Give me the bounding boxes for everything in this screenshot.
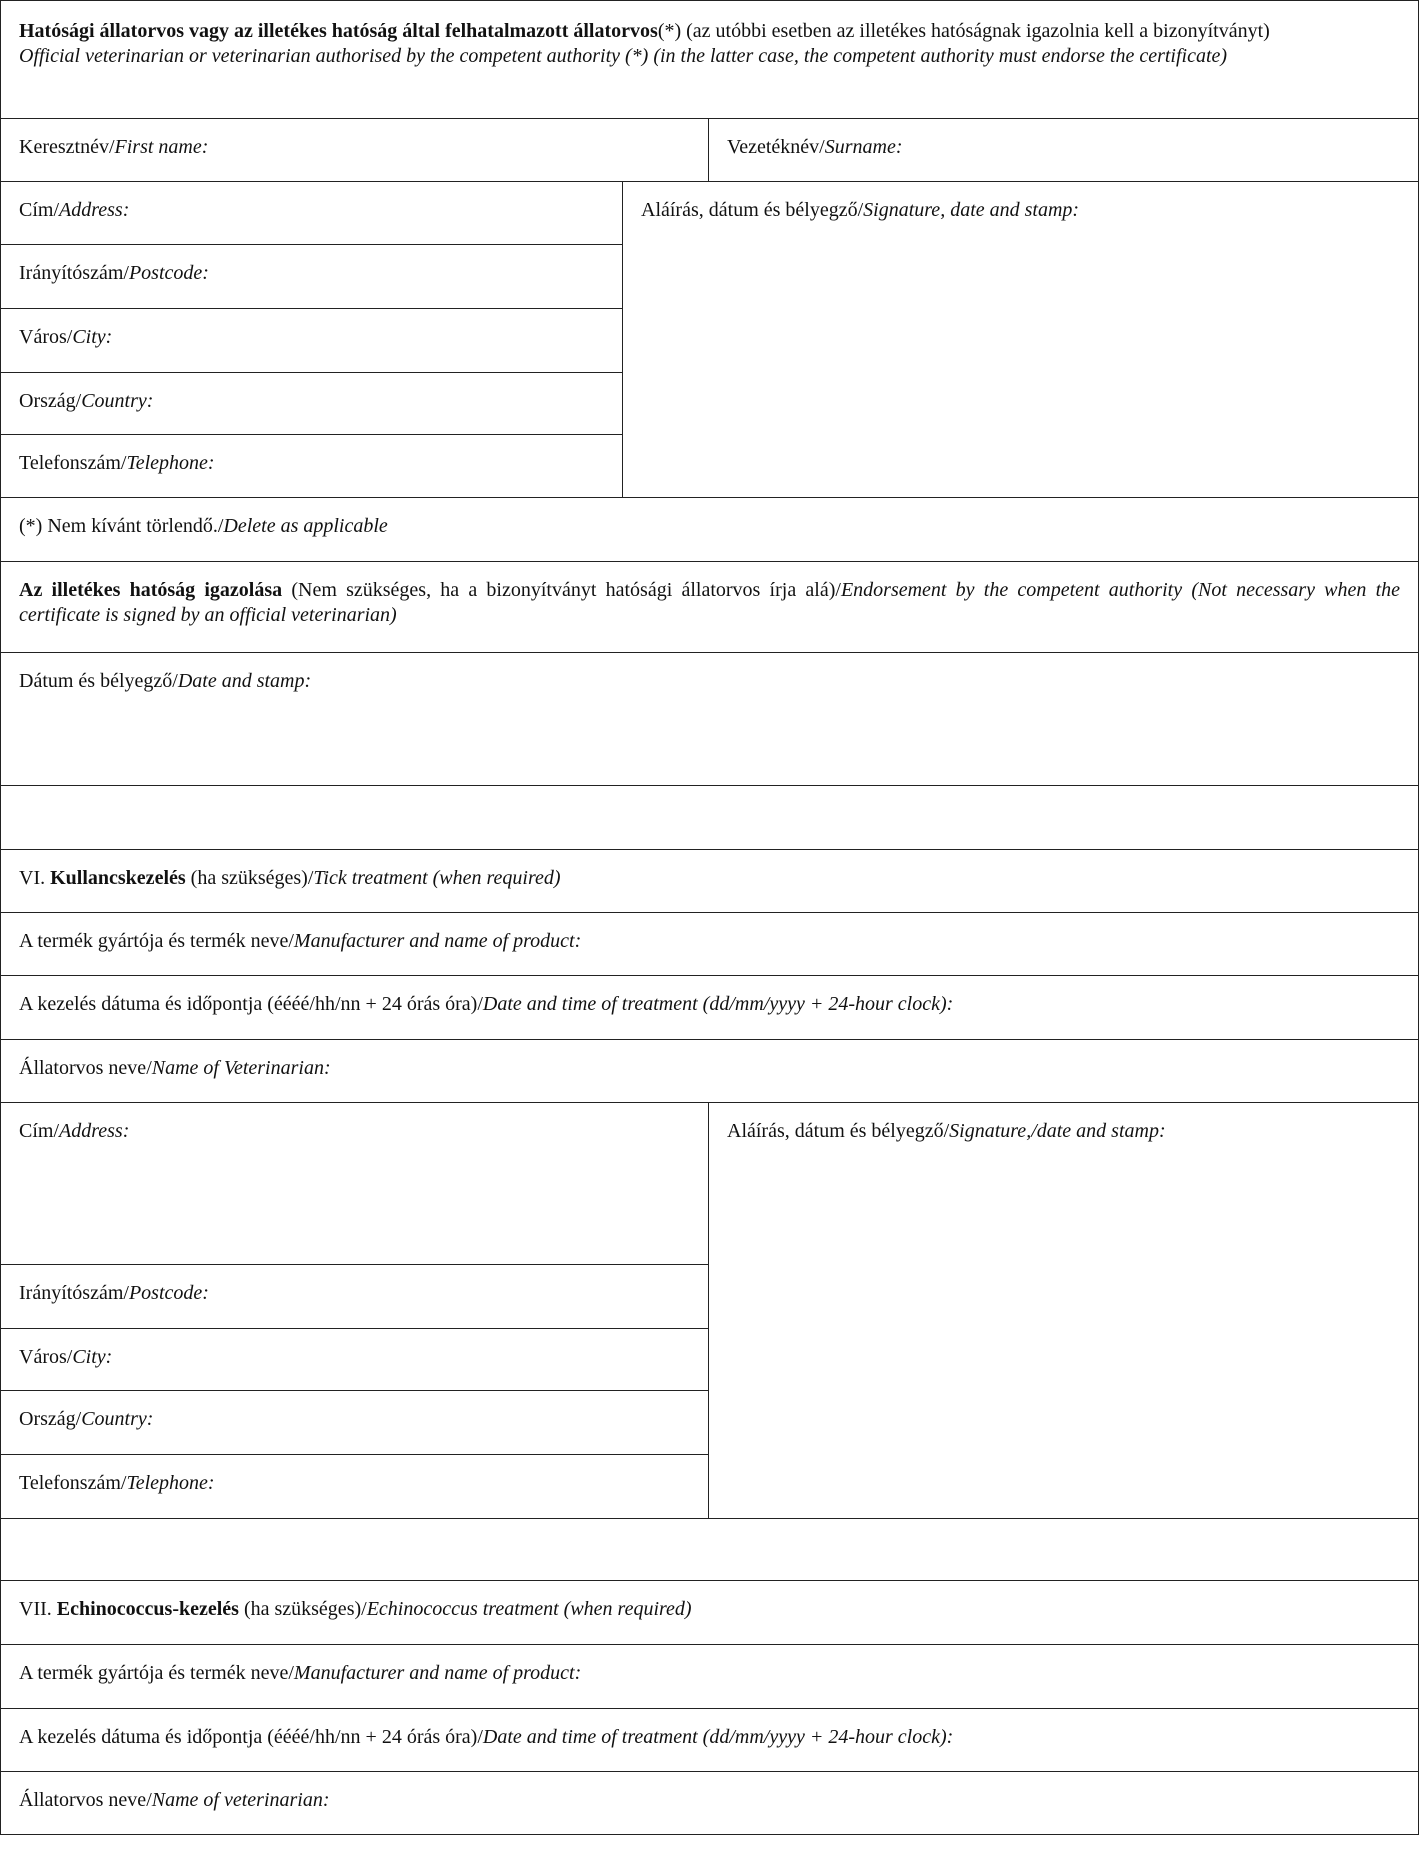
footnote [0,497,1419,562]
label-en: Telephone: [126,452,215,474]
tick-vet-name-field[interactable] [0,1039,1419,1103]
tick-telephone-field[interactable] [0,1454,709,1519]
tick-signature-field[interactable] [708,1102,1419,1519]
tick-country-field[interactable] [0,1390,709,1455]
header-bold: Az illetékes hatóság igazolása [19,579,283,601]
label: Cím/ [19,199,60,221]
label: Keresztnév/ [19,136,115,158]
label-en: Postcode: [128,262,209,284]
country-field[interactable] [0,372,623,435]
echino-manufacturer-field[interactable] [0,1644,1419,1709]
echino-vet-name-field[interactable] [0,1771,1419,1835]
tick-datetime-field[interactable] [0,975,1419,1040]
label-en: Manufacturer and name of product: [293,1662,582,1684]
label-en: Postcode: [128,1282,209,1304]
section-number: VI. [19,867,51,889]
header-en: Official veterinarian or veterinarian authorised by the competent authority (*) (in the latter case, the competent authority must endorse the certificate) [19,45,1228,67]
label-en: Country: [81,1408,154,1430]
label-en: Name of veterinarian: [151,1789,330,1811]
label: Város/ [19,1346,73,1368]
label-en: First name: [114,136,209,158]
label: A termék gyártója és termék neve/ [19,930,294,952]
tick-header [0,849,1419,913]
label-en: Address: [59,1120,130,1142]
label: (*) Nem kívánt törlendő./ [19,515,224,537]
label-en: Country: [81,390,154,412]
header-rest: (*) (az utóbbi esetben az illetékes hatóságnak igazolnia kell a bizonyítványt) [657,20,1270,42]
label: A kezelés dátuma és időpontja (éééé/hh/nn + 24 órás óra)/ [19,993,483,1015]
tick-address-field[interactable] [0,1102,709,1265]
section-number: VII. [19,1598,57,1620]
header-bold: Hatósági állatorvos vagy az illetékes hatóság által felhatalmazott állatorvos [19,20,658,42]
tick-city-field[interactable] [0,1328,709,1391]
tick-manufacturer-field[interactable] [0,912,1419,976]
label-en: Date and time of treatment (dd/mm/yyyy + 24-hour clock): [482,993,954,1015]
label-en: City: [72,1346,113,1368]
label-en: Signature,/date and stamp: [949,1120,1166,1142]
label: Város/ [19,326,73,348]
date-stamp-field[interactable] [0,652,1419,786]
signature-field[interactable] [622,181,1419,498]
header-rest: (ha szükséges)/ [185,867,314,889]
echino-datetime-field[interactable] [0,1708,1419,1772]
header-en: Echinococcus treatment (when required) [366,1598,692,1620]
address-field[interactable] [0,181,623,245]
label: Vezetéknév/ [727,136,825,158]
header-bold: Kullancskezelés [50,867,186,889]
label: Ország/ [19,1408,82,1430]
label-en: City: [72,326,113,348]
label: Állatorvos neve/ [19,1057,152,1079]
telephone-field[interactable] [0,434,623,498]
label: Irányítószám/ [19,262,129,284]
surname-field[interactable] [708,118,1419,182]
echino-header [0,1580,1419,1645]
label-en: Signature, date and stamp: [863,199,1080,221]
label-en: Telephone: [126,1472,215,1494]
endorsement-header [0,561,1419,653]
label: Állatorvos neve/ [19,1789,152,1811]
label: Ország/ [19,390,82,412]
label-en: Delete as applicable [223,515,388,537]
header-rest: (ha szükséges)/ [238,1598,367,1620]
label: Irányítószám/ [19,1282,129,1304]
label: Telefonszám/ [19,1472,127,1494]
city-field[interactable] [0,308,623,373]
label-en: Name of Veterinarian: [151,1057,331,1079]
official-vet-header [0,0,1419,119]
label: Cím/ [19,1120,60,1142]
header-rest: (Nem szükséges, ha a bizonyítványt hatósági állatorvos írja alá)/ [282,579,841,601]
postcode-field[interactable] [0,244,623,309]
label: Dátum és bélyegző/ [19,670,178,692]
label: Aláírás, dátum és bélyegző/ [727,1120,950,1142]
first-name-field[interactable] [0,118,709,182]
label: A kezelés dátuma és időpontja (éééé/hh/nn + 24 órás óra)/ [19,1726,483,1748]
empty-row [0,1518,1419,1581]
label: Telefonszám/ [19,452,127,474]
header-bold: Echinococcus-kezelés [56,1598,239,1620]
header-en: Tick treatment (when required) [313,867,561,889]
label: Aláírás, dátum és bélyegző/ [641,199,864,221]
empty-row [0,785,1419,850]
label: A termék gyártója és termék neve/ [19,1662,294,1684]
label-en: Surname: [824,136,903,158]
header-en: Endorsement by the competent authority (Not necessary when the certificate is signed by an official veterinarian) [19,579,1400,626]
tick-postcode-field[interactable] [0,1264,709,1329]
label-en: Date and time of treatment (dd/mm/yyyy + 24-hour clock): [482,1726,954,1748]
label-en: Date and stamp: [177,670,312,692]
label-en: Address: [59,199,130,221]
label-en: Manufacturer and name of product: [293,930,582,952]
